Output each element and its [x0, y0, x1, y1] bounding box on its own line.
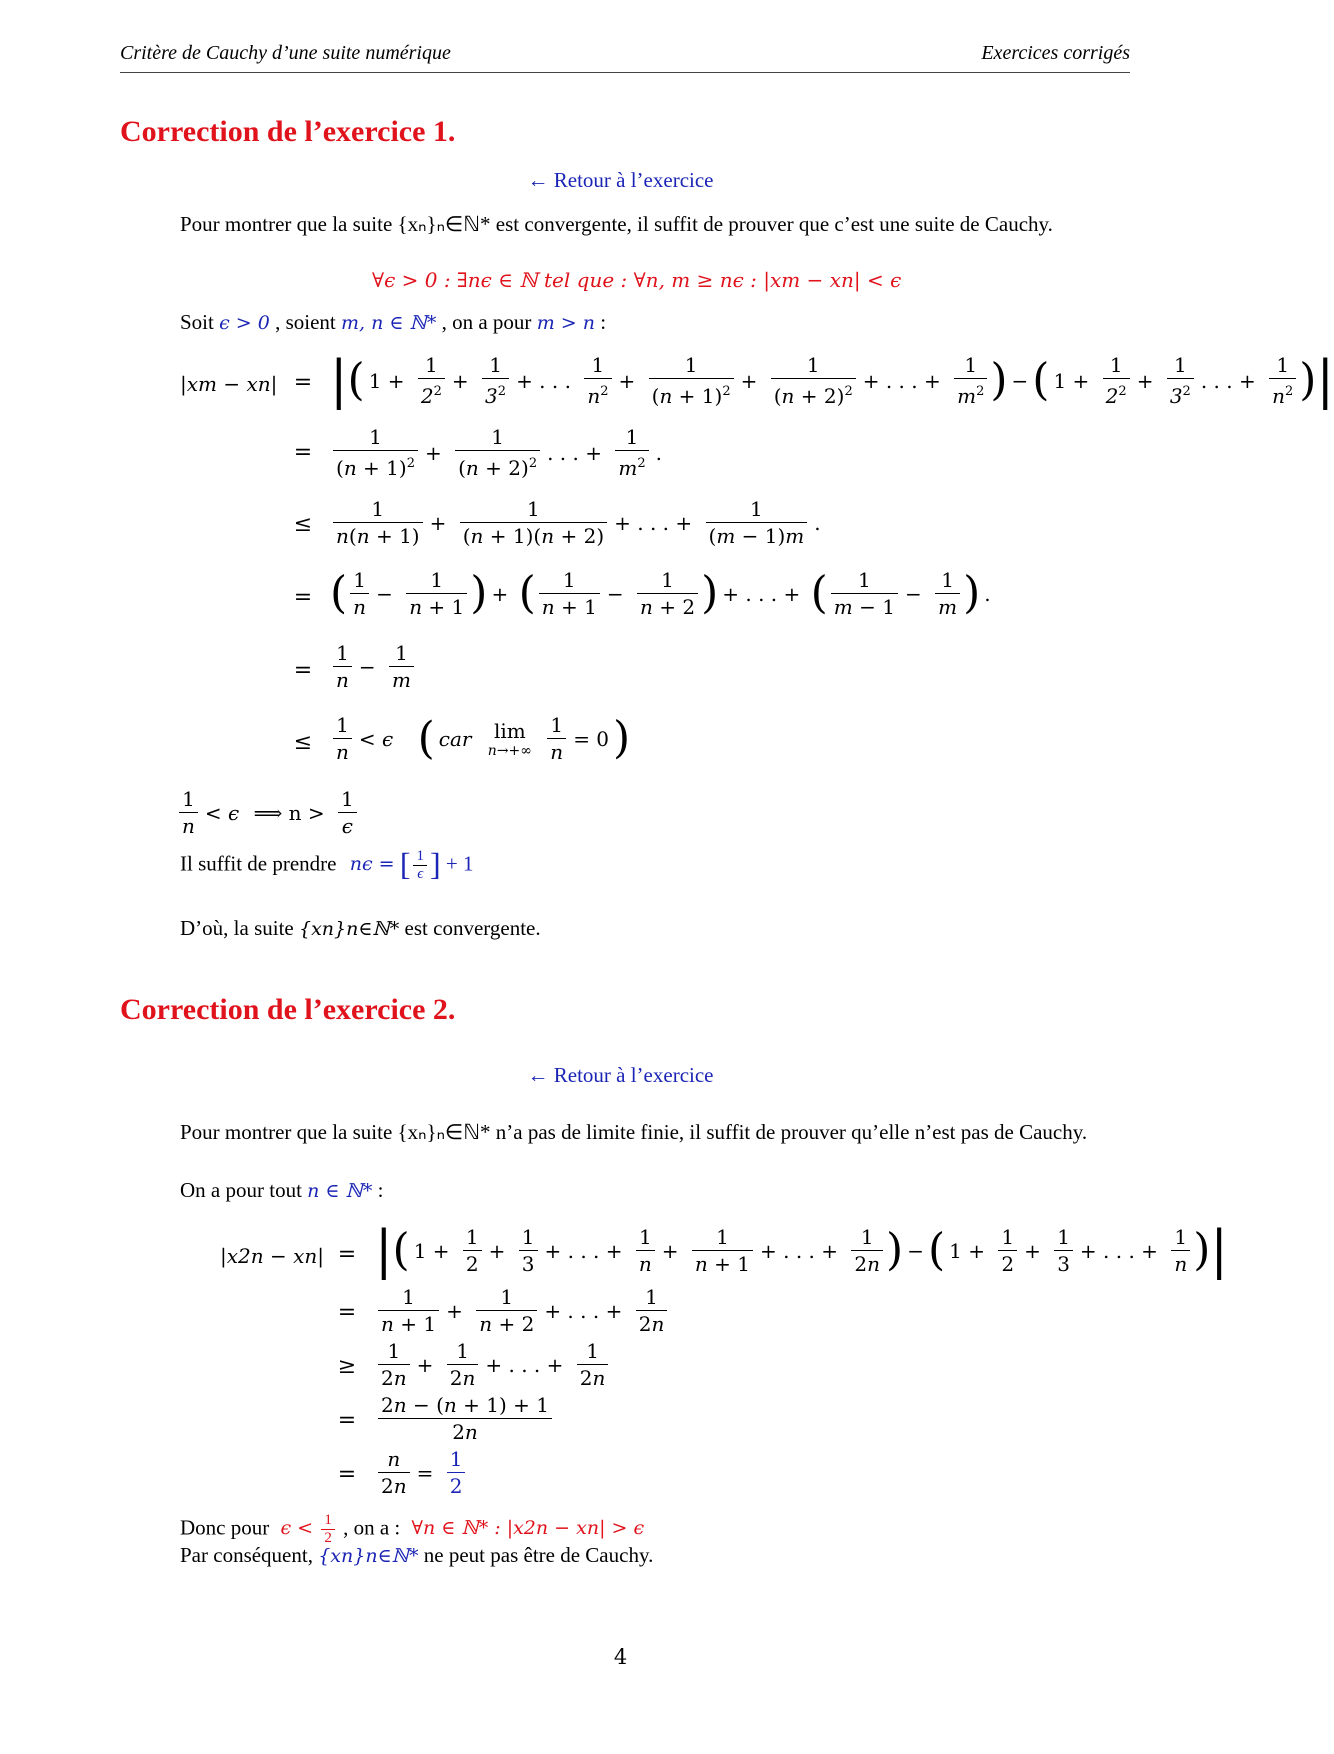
ex2-donc-line: Donc pour ϵ < $\frac{1}{2}$ , on a : ∀n ∈ ℕ* : |x2n − xn| > ϵ: [180, 1512, 645, 1546]
ex2-conclusion: [180, 1541, 1130, 1571]
ex1-title: Correction de l’exercice 1.: [120, 115, 456, 148]
eq1-line4: ( $\frac{1}{n}$ − $\frac{1}{n + 1}$ ) + ( $\frac{1}{n + 1}$ − $\frac{1}{n + 2}$ ) + . . . + ( $\frac{1}{m - 1}$ − $\frac{1}{m}$ ) .: [330, 567, 991, 619]
eq1-line5: $\frac{1}{n}$ − $\frac{1}{m}$: [330, 640, 417, 693]
soit-onapour: , on a pour: [441, 310, 532, 334]
page-header: [120, 38, 1130, 73]
donc-mid: , on a :: [343, 1515, 401, 1540]
rel-4: =: [293, 585, 313, 610]
rel-5: =: [293, 658, 313, 683]
ex1-implication: $\frac{1}{n}$ < ϵ ⟹ n > $\frac{1}{\epsilon}$: [176, 786, 360, 839]
rel-6: ≤: [293, 730, 313, 755]
donc-statement: ∀n ∈ ℕ* : |x2n − xn| > ϵ: [411, 1517, 645, 1540]
rel-3: ≤: [293, 512, 313, 537]
page-number: 4: [613, 1645, 628, 1669]
ex2-on-a-pour: On a pour tout n ∈ ℕ* :: [180, 1178, 384, 1202]
ex1-suffit-line: Il suffit de prendre nϵ = [ $\frac{1}{\epsilon}$ ] + 1: [180, 845, 474, 882]
on-a-pour-text: On a pour tout: [180, 1178, 302, 1202]
soit-mn: m, n ∈ ℕ*: [341, 312, 437, 334]
soit-end: :: [600, 310, 607, 334]
eq1-line2: $\frac{1}{(n + 1)^2}$ + $\frac{1}{(n + 2)^2}$ . . . + $\frac{1}{m^2}$ .: [330, 424, 666, 481]
eq2-line4: $\frac{2n - (n + 1) + 1}{2n}$: [375, 1392, 555, 1445]
conclusion-suffix: est convergente.: [404, 916, 541, 940]
eq2-line3: $\frac{1}{2n}$ + $\frac{1}{2n}$ + . . . + $\frac{1}{2n}$: [375, 1338, 611, 1391]
suffit-text: Il suffit de prendre: [180, 851, 337, 876]
soit-prefix: Soit: [180, 310, 214, 334]
implication-text: ⟹ n >: [253, 800, 325, 825]
par-cons-prefix: Par conséquent,: [180, 1543, 313, 1567]
ex1-back-link[interactable]: ← Retour à l’exercice: [527, 168, 714, 192]
ex2-lhs: |x2n − xn|: [220, 1244, 324, 1268]
eq2-line2: $\frac{1}{n + 1}$ + $\frac{1}{n + 2}$ + . . . + $\frac{1}{2n}$: [375, 1284, 670, 1337]
n-eps: nϵ =: [349, 853, 395, 876]
ex2-intro: Pour montrer que la suite {xₙ}ₙ∈ℕ* n’a pas de limite finie, il suffit de prouver qu’elle n’est pas de Cauchy.: [180, 1120, 1088, 1144]
donc-eps: ϵ <: [280, 1517, 314, 1540]
conclusion-prefix: D’où, la suite: [180, 916, 294, 940]
cauchy-definition: ∀ϵ > 0 : ∃nϵ ∈ ℕ tel que : ∀n, m ≥ nϵ : |xm − xn| < ϵ: [372, 268, 902, 292]
rel2-2: =: [337, 1300, 357, 1325]
ex2-back-link[interactable]: ← Retour à l’exercice: [527, 1063, 714, 1087]
conclusion-suite: {xn}n∈ℕ*: [298, 918, 400, 940]
ex1-soit-line: [180, 308, 1130, 338]
rel2-5: =: [337, 1462, 357, 1487]
soit-cond: m > n: [536, 312, 595, 334]
rel-2: =: [293, 440, 313, 465]
ex1-conclusion: [180, 914, 1130, 944]
ex2-title: Correction de l’exercice 2.: [120, 993, 456, 1026]
plus-one: + 1: [445, 851, 474, 876]
eq2-line1: |( 1 + $\frac{1}{2}$ + $\frac{1}{3}$ + . . . + $\frac{1}{n}$ + $\frac{1}{n + 1}$ + . . . + $\frac{1}{2n}$ ) −( 1 + $\frac{1}{2}$ + $\frac{1}{3}$ + . . . + $\frac{1}{n}$ )|: [375, 1220, 1228, 1281]
rel2-3: ≥: [337, 1354, 357, 1379]
eq1-line1: |( 1 + $\frac{1}{2^2}$ + $\frac{1}{3^2}$ + . . . $\frac{1}{n^2}$ + $\frac{1}{(n + 1)^2}$ + $\frac{1}{(n + 2)^2}$ + . . . + $\frac{1}{m^2}$ ) −( 1 + $\frac{1}{2^2}$ + $\frac{1}{3^2}$ . . . + $\frac{1}{n^2}$ )|: [330, 350, 1334, 411]
par-cons-suffix: ne peut pas être de Cauchy.: [423, 1543, 654, 1567]
soit-mid: , soient: [275, 310, 336, 334]
rel-1: =: [293, 370, 313, 395]
eq2-line5: $\frac{n}{2n}$ = $\frac{1}{2}$: [375, 1446, 468, 1499]
eq1-line3: $\frac{1}{n(n + 1)}$ + $\frac{1}{(n + 1)(n + 2)}$ + . . . + $\frac{1}{(m - 1)m}$ .: [330, 496, 825, 549]
par-cons-suite: {xn}n∈ℕ*: [318, 1545, 419, 1567]
rel2-4: =: [337, 1408, 357, 1433]
n-in-set: n ∈ ℕ*: [307, 1180, 373, 1202]
soit-eps: ϵ > 0: [219, 312, 270, 334]
eq1-line6: $\frac{1}{n}$ < ϵ ( car lim n→+∞ $\frac{1}{n}$ = 0): [330, 712, 630, 765]
ex1-lhs: |xm − xn|: [180, 372, 278, 396]
donc-prefix: Donc pour: [180, 1515, 270, 1540]
header-title: Critère de Cauchy d’une suite numérique: [120, 42, 451, 64]
rel2-1: =: [337, 1242, 357, 1267]
ex1-intro: Pour montrer que la suite {xₙ}ₙ∈ℕ* est convergente, il suffit de prouver que c’est une suite de Cauchy.: [180, 212, 1053, 236]
header-section: Exercices corrigés: [981, 42, 1130, 64]
